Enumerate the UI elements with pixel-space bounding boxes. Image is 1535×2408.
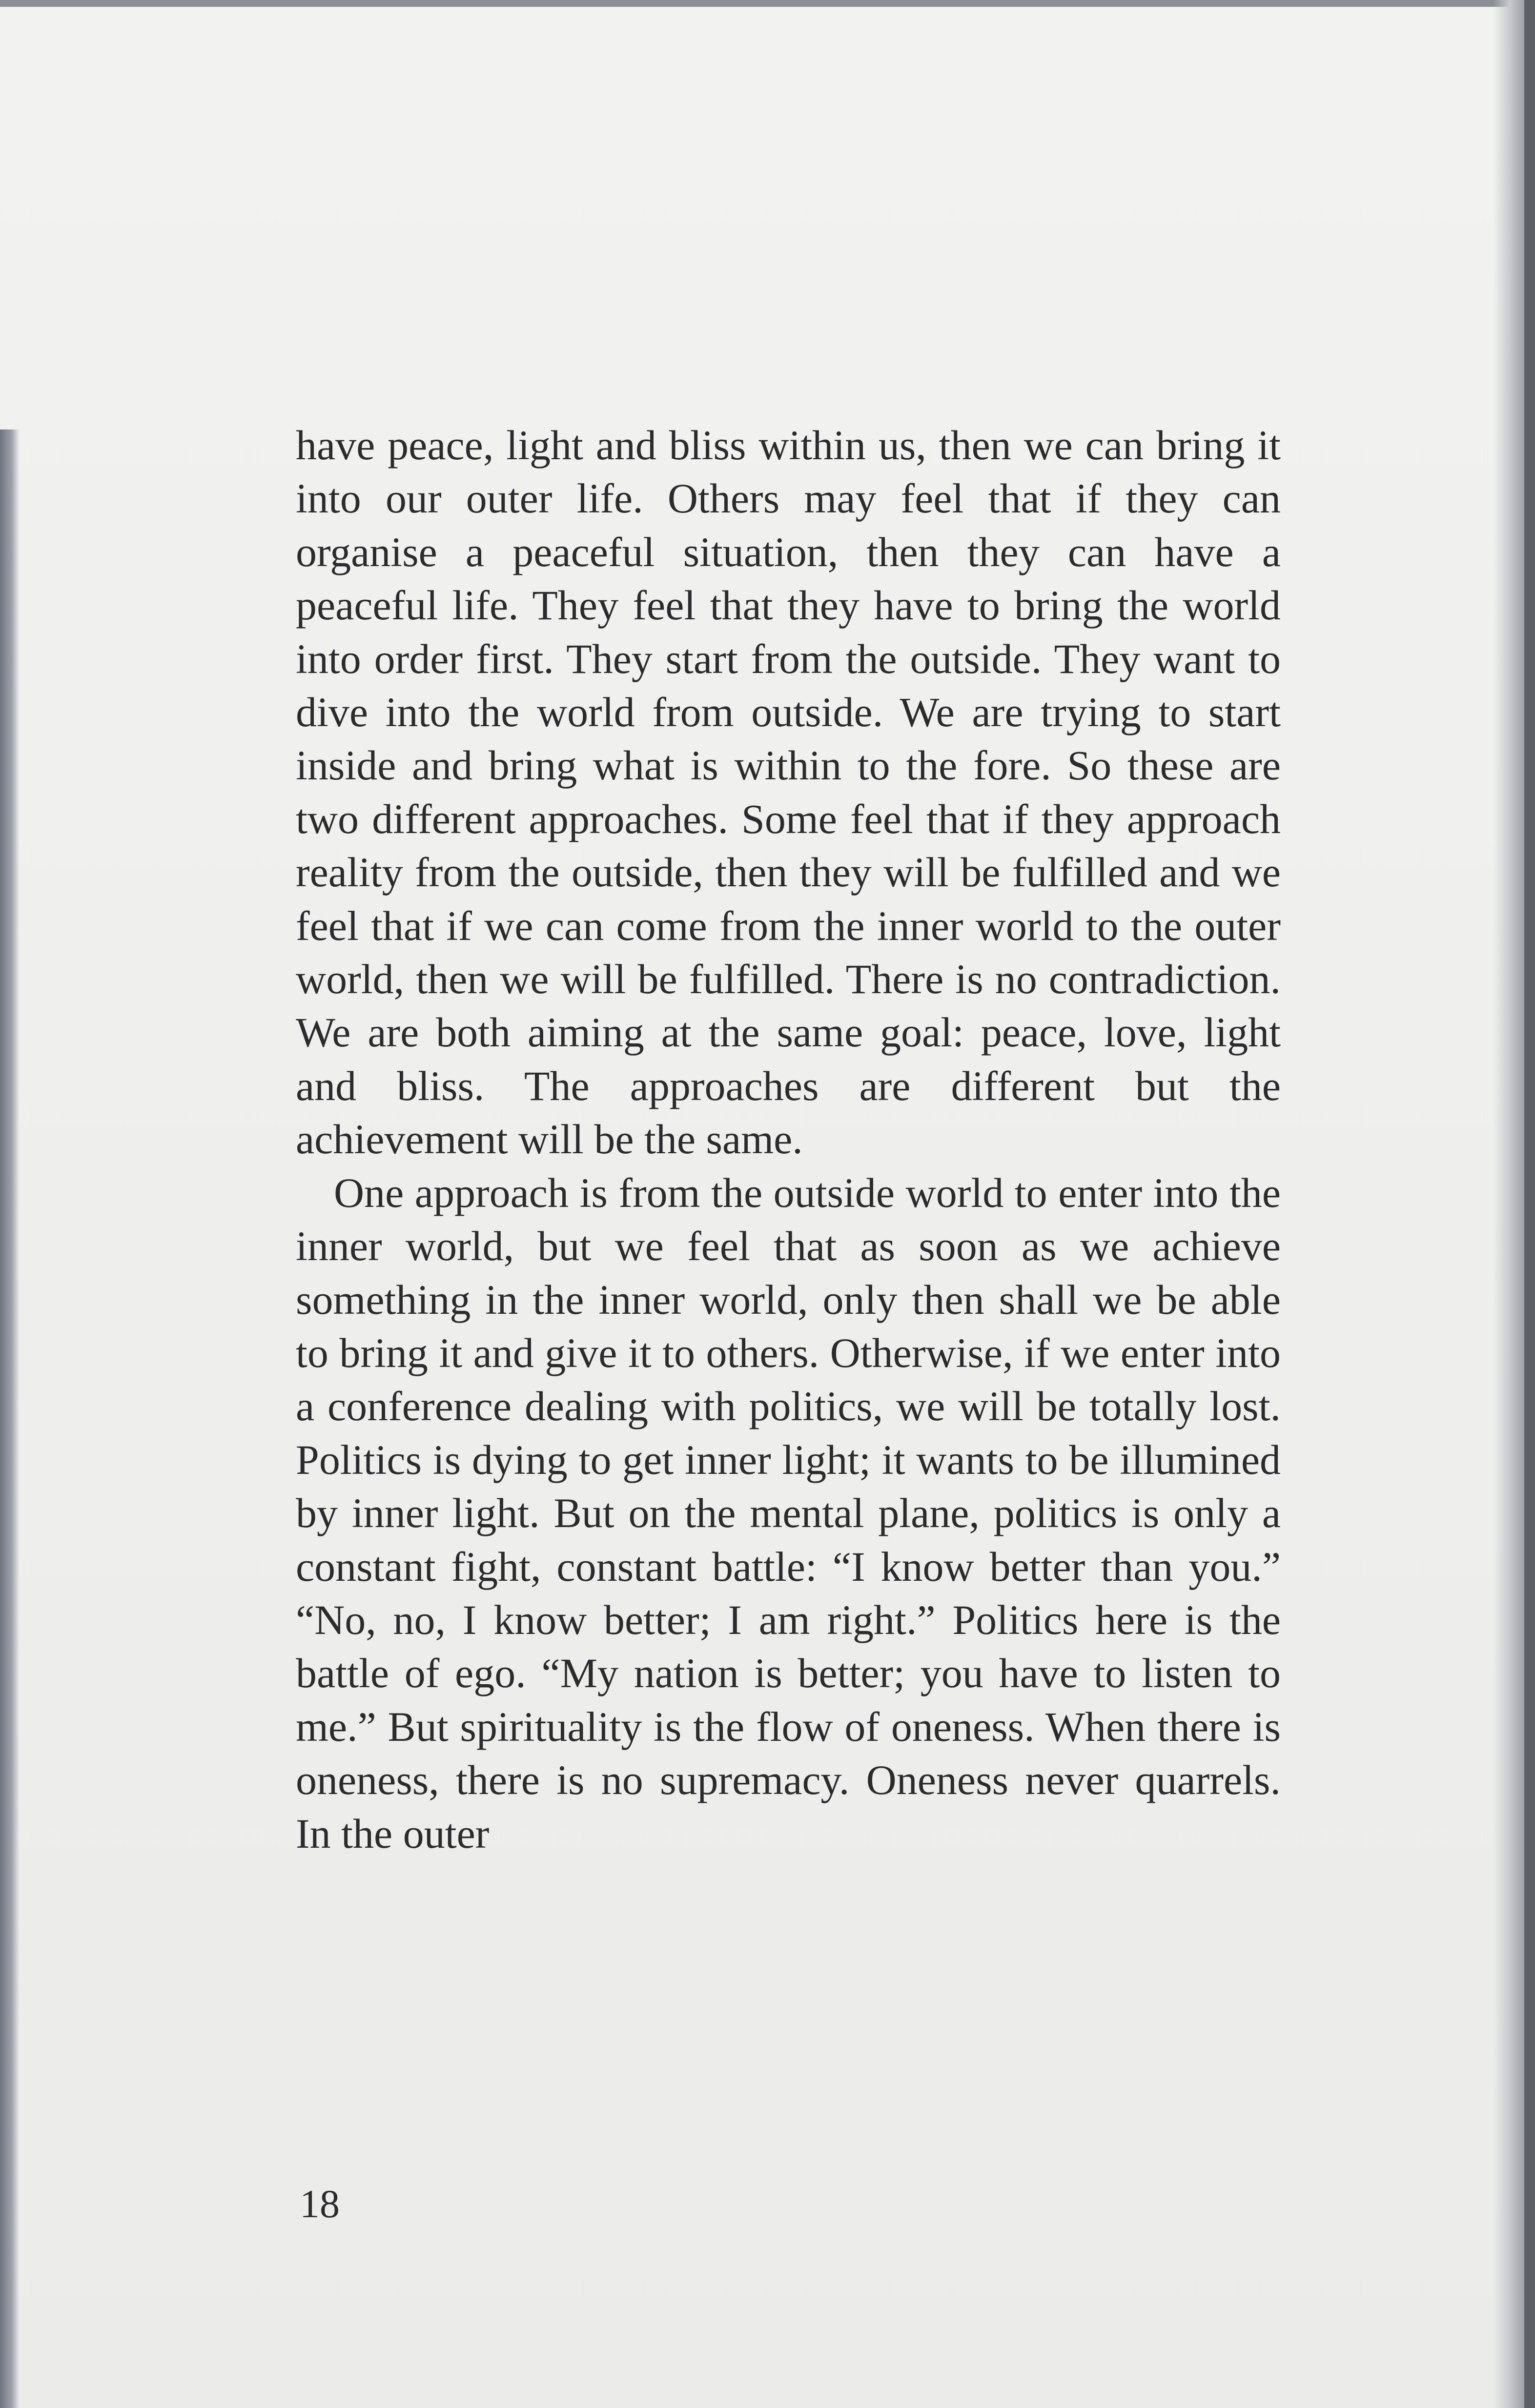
scan-right-border: [1524, 0, 1535, 2408]
body-text: [296, 419, 1281, 1860]
page-number: 18: [300, 2182, 340, 2226]
scan-top-edge: [0, 0, 1535, 7]
scan-left-edge: [0, 429, 20, 2408]
paragraph: One approach is from the outside world to enter into the inner world, but we feel that as soon as we achieve something in the inner world, only then shall we be able to bring it and give it to others. Otherwise, if we enter into a conference dealing with politics, we will be totally lost. Politics is dying to get inner light; it wants to be illumined by inner light. But on the mental plane, politics is only a constant fight, constant battle: “I know better than you.” “No, no, I know better; I am right.” Politics here is the battle of ego. “My nation is better; you have to listen to me.” But spirituality is the flow of oneness. When there is oneness, there is no supremacy. Oneness never quarrels. In the outer: [296, 1169, 1281, 1857]
paragraph-continued: have peace, light and bliss within us, then we can bring it into our outer life. Others may feel that if they can organise a peaceful situation, then they can have a peaceful life. They feel that they have to bring the world into order first. They start from the outside. They want to dive into the world from outside. We are trying to start inside and bring what is within to the fore. So these are two different approaches. Some feel that if they approach reality from the outside, then they will be fulfilled and we feel that if we can come from the inner world to the outer world, then we will be fulfilled. There is no contradiction. We are both aiming at the same goal: peace, love, light and bliss. The approaches are different but the achievement will be the same.: [296, 422, 1281, 1163]
